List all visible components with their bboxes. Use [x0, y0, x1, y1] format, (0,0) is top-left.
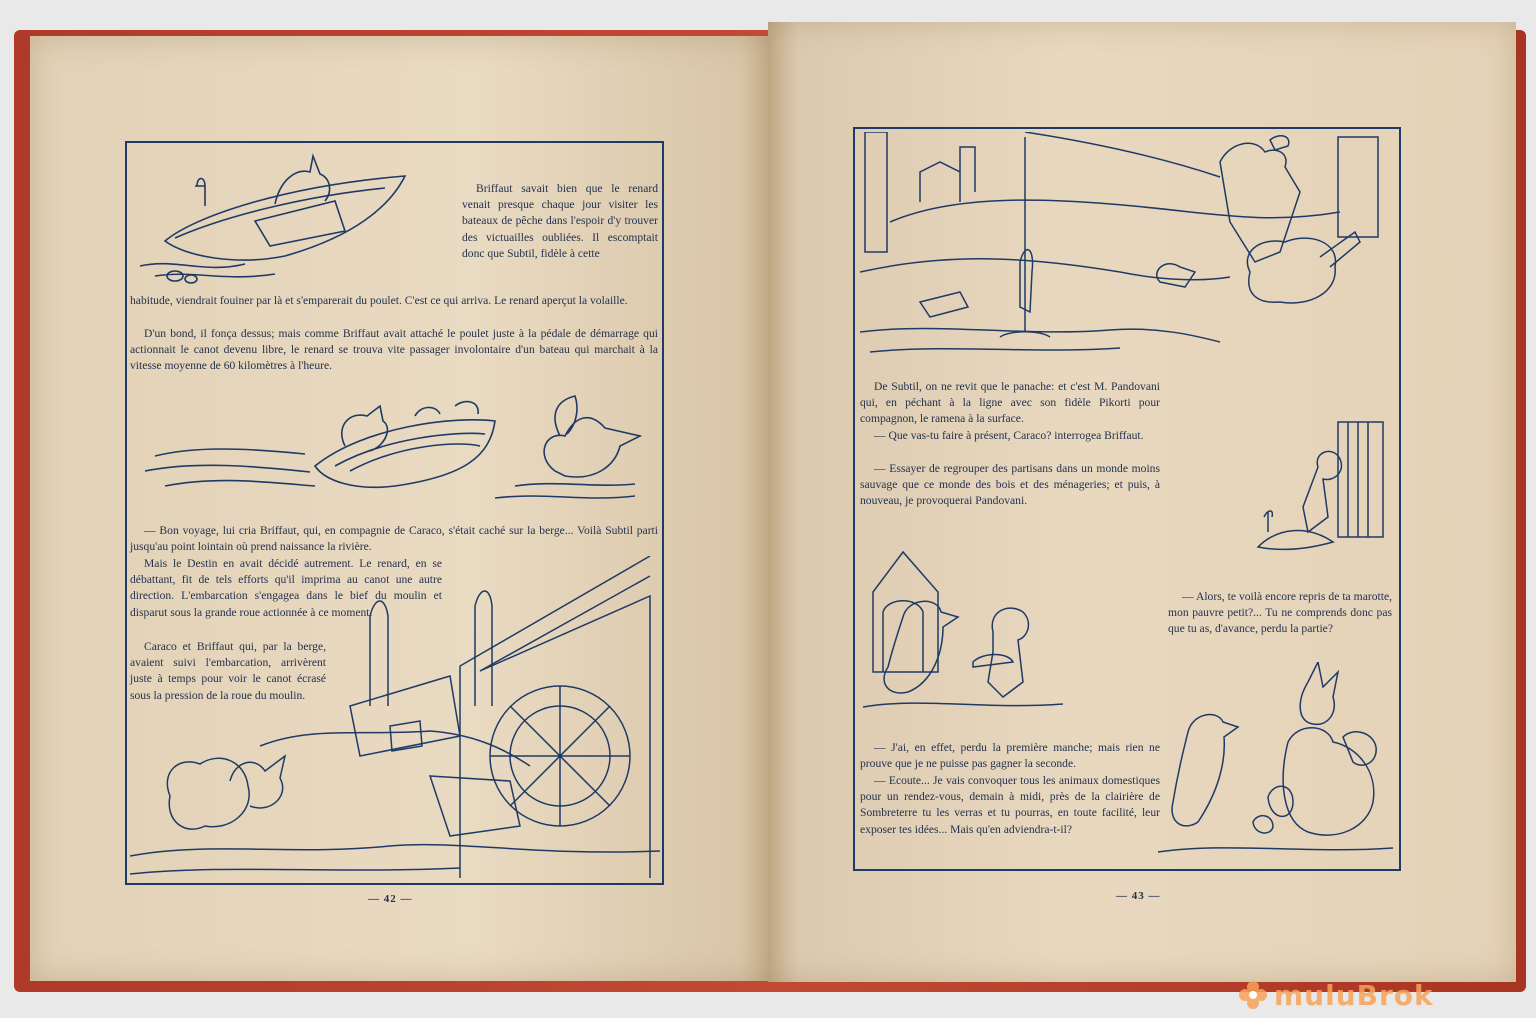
fox-boat-illustration [135, 146, 415, 286]
right-paragraph-3: — Essayer de regrouper des partisans dans un monde moins sauvage que ce monde des bois et des ménageries; et puis, à nouveau, je provoquerai Pandovani. [860, 462, 1160, 508]
right-paragraph-2: — Que vas-tu faire à présent, Caraco? interrogea Briffaut. [874, 429, 1144, 442]
left-paragraph-6: Caraco et Briffaut qui, par la berge, avaient suivi l'embarcation, arrivèrent juste à temps pour voir le canot écrasé sous la pression de la roue du moulin. [130, 640, 326, 702]
right-paragraph-5: — J'ai, en effet, perdu la première manche; mais rien ne prouve que je ne puisse pas gagner la seconde. [860, 741, 1160, 771]
left-page [30, 36, 770, 981]
site-watermark [1238, 978, 1434, 1012]
left-paragraph-4: — Bon voyage, lui cria Briffaut, qui, en compagnie de Caraco, s'était caché sur la berge... Voilà Subtil parti jusqu'au point lointain où prend naissance la rivière. [130, 524, 658, 554]
fishing-illustration [860, 132, 1390, 372]
right-paragraph-4: — Alors, te voilà encore repris de ta marotte, mon pauvre petit?... Tu ne comprends donc pas que tu as, d'avance, perdu la partie? [1168, 590, 1392, 636]
right-paragraph-6: — Ecoute... Je vais convoquer tous les animaux domestiques pour un rendez-vous, demain à midi, près de la clairière de Sombreterre tu les verras et tu pourras, en toute facilité, leur exposer tes idées... Mais qu'en adviendra-t-il? [860, 774, 1160, 836]
left-paragraph-2: habitude, viendrait fouiner par là et s'emparerait du poulet. C'est ce qui arriva. Le renard aperçut la volaille. [130, 294, 628, 307]
right-page-number: — 43 — [1116, 890, 1161, 902]
watermark-text: muluBrok [1274, 978, 1434, 1012]
left-paragraph-1: Briffaut savait bien que le renard venait presque chaque jour visiter les bateaux de pêche dans l'espoir d'y trouver des victuailles oubliées. Il escomptait donc que Subtil, fidèle à cette [462, 182, 658, 260]
dog-monkey-kennel-illustration [863, 532, 1063, 722]
domestic-animals-illustration [1158, 662, 1393, 862]
monkey-gate-illustration [1238, 417, 1388, 557]
right-page [768, 22, 1516, 982]
mill-wheel-illustration [130, 556, 660, 878]
right-paragraph-1: De Subtil, on ne revit que le panache: et c'est M. Pandovani qui, en péchant à la ligne avec son fidèle Pikorti pour compagnon, le ramena à la surface. [860, 380, 1160, 426]
left-page-number: — 42 — [368, 893, 413, 905]
left-paragraph-3: D'un bond, il fonça dessus; mais comme Briffaut avait attaché le poulet juste à la pédale de démarrage qui actionnait le canot devenu libre, le renard se trouva vite passager involontaire d'un bateau qui marchait à la vitesse moyenne de 60 kilomètres à l'heure. [130, 327, 658, 373]
speeding-boat-goose-illustration [135, 376, 655, 516]
flower-icon [1238, 980, 1268, 1010]
left-paragraph-5: Mais le Destin en avait décidé autrement. Le renard, en se débattant, fit de tels efforts qu'il imprima au canot une autre direction. L'embarcation s'engagea dans le bief du moulin et disparut sous la grande roue actionnée à ce moment. [130, 557, 442, 619]
